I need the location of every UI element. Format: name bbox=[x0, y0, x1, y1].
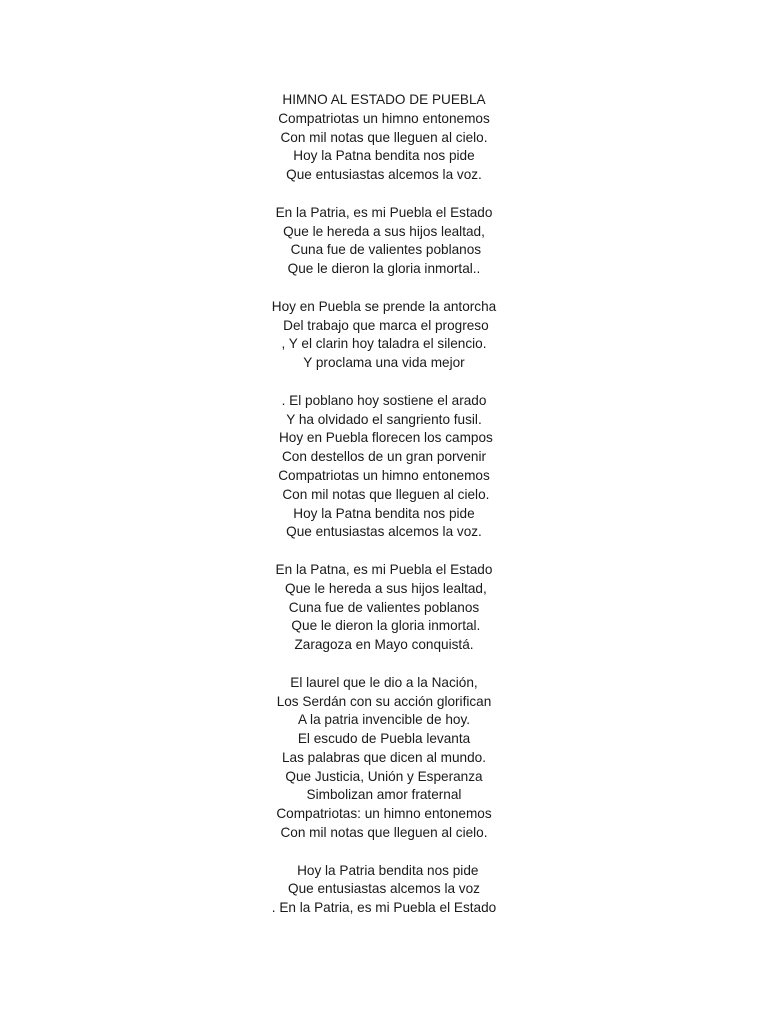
poem-line: Hoy la Patna bendita nos pide bbox=[293, 505, 475, 521]
poem-line: Hoy la Patna bendita nos pide bbox=[293, 148, 475, 164]
poem-line: Con mil notas que lleguen al cielo. bbox=[280, 825, 488, 841]
poem-line: Que le hereda a sus hijos lealtad, bbox=[281, 580, 487, 596]
poem-title: HIMNO AL ESTADO DE PUEBLA bbox=[282, 92, 486, 107]
poem-line: Cuna fue de valientes poblanos bbox=[288, 599, 480, 615]
stanza-break bbox=[0, 185, 768, 204]
poem-line: , Y el clarin hoy taladra el silencio. bbox=[281, 336, 487, 352]
poem-line: Con destellos de un gran porvenir bbox=[281, 449, 487, 465]
poem-line: Hoy la Patria bendita nos pide bbox=[289, 862, 479, 878]
stanza-break bbox=[0, 655, 768, 674]
poem-line: Que le hereda a sus hijos lealtad, bbox=[283, 223, 485, 239]
poem-line: Del trabajo que marca el progreso bbox=[279, 317, 489, 333]
poem-line: Y ha olvidado el sangriento fusil. bbox=[286, 411, 482, 427]
poem-line: Zaragoza en Mayo conquistá. bbox=[294, 637, 474, 653]
poem-line: Hoy en Puebla se prende la antorcha bbox=[271, 298, 497, 314]
poem-line: En la Patna, es mi Puebla el Estado bbox=[275, 561, 493, 577]
poem-line: Las palabras que dicen al mundo. bbox=[281, 749, 487, 765]
poem-line: Con mil notas que lleguen al cielo. bbox=[278, 486, 490, 502]
poem-line: Que entusiastas alcemos la voz. bbox=[286, 167, 482, 183]
poem-line: Cuna fue de valientes poblanos bbox=[286, 242, 482, 258]
stanza-break bbox=[0, 843, 768, 862]
stanza-break bbox=[0, 542, 768, 561]
poem-line: . El poblano hoy sostiene el arado bbox=[281, 392, 487, 408]
poem-line: Que le dieron la gloria inmortal.. bbox=[287, 261, 481, 277]
poem-line: Que entusiastas alcemos la voz bbox=[288, 881, 480, 897]
poem-line: En la Patria, es mi Puebla el Estado bbox=[275, 204, 493, 220]
poem-line: Simbolizan amor fraternal bbox=[306, 787, 462, 803]
poem-text bbox=[0, 91, 768, 918]
stanza-break bbox=[0, 373, 768, 392]
poem-line: Que entusiastas alcemos la voz. bbox=[286, 524, 482, 540]
poem-line: . En la Patria, es mi Puebla el Estado bbox=[271, 900, 497, 916]
poem-line: Con mil notas que lleguen al cielo. bbox=[280, 129, 488, 145]
poem-line: Compatriotas un himno entonemos bbox=[278, 110, 490, 126]
poem-line: Y proclama una vida mejor bbox=[303, 355, 465, 371]
poem-line: Que Justicia, Unión y Esperanza bbox=[285, 768, 483, 784]
poem-line: Los Serdán con su acción glorifican bbox=[276, 693, 492, 709]
stanza-break bbox=[0, 279, 768, 298]
poem-line: Compatriotas un himno entonemos bbox=[278, 467, 490, 483]
poem-line: Hoy en Puebla florecen los campos bbox=[275, 430, 493, 446]
poem-line: Compatriotas: un himno entonemos bbox=[276, 806, 492, 822]
poem-line: Que le dieron la gloria inmortal. bbox=[287, 618, 481, 634]
poem-line: El escudo de Puebla levanta bbox=[297, 731, 471, 747]
poem-line: A la patria invencible de hoy. bbox=[297, 712, 471, 728]
poem-line: El laurel que le dio a la Nación, bbox=[290, 674, 478, 690]
